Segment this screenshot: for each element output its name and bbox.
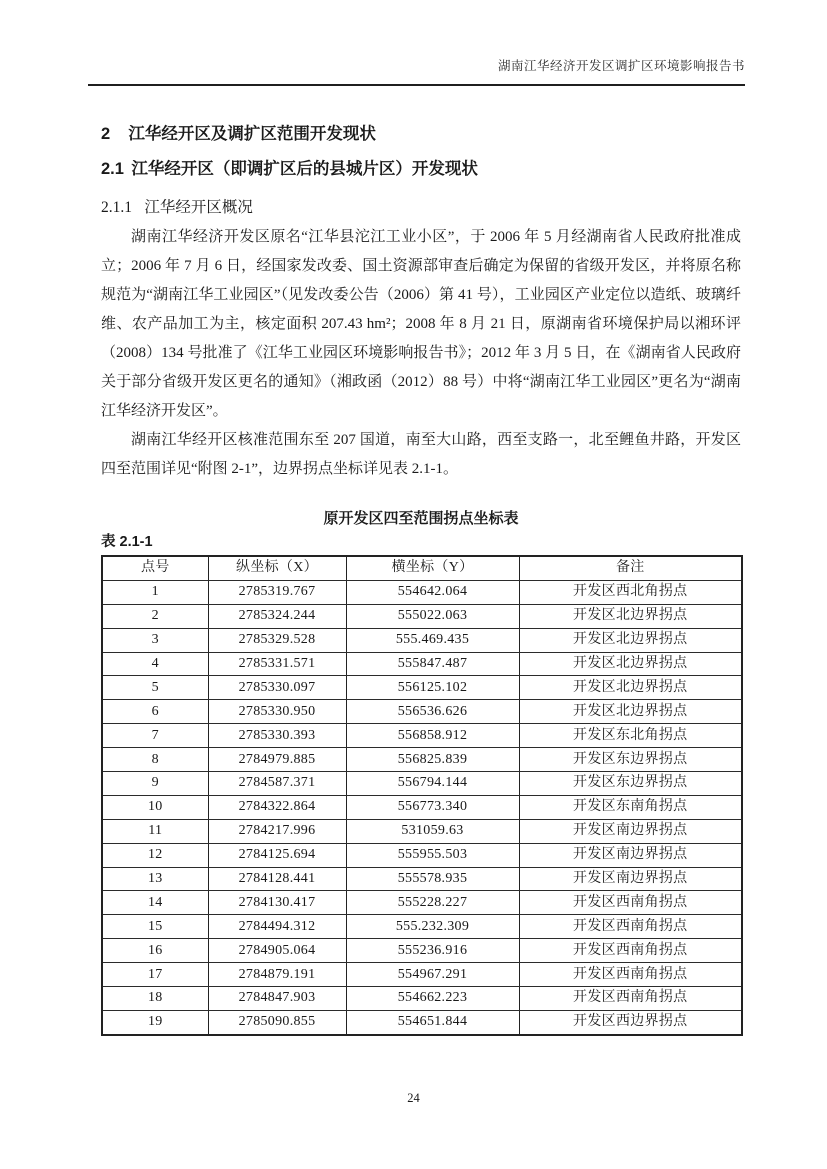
table-row bbox=[102, 1010, 742, 1034]
cell-remark: 开发区北边界拐点 bbox=[519, 604, 742, 628]
table-row bbox=[102, 915, 742, 939]
cell-point-no: 3 bbox=[102, 628, 208, 652]
page-number: 24 bbox=[407, 1091, 420, 1105]
table-row bbox=[102, 604, 742, 628]
cell-x-coordinate: 2784130.417 bbox=[208, 891, 346, 915]
cell-y-coordinate: 555.469.435 bbox=[346, 628, 519, 652]
cell-point-no: 18 bbox=[102, 987, 208, 1011]
cell-y-coordinate: 555236.916 bbox=[346, 939, 519, 963]
cell-point-no: 6 bbox=[102, 700, 208, 724]
cell-y-coordinate: 531059.63 bbox=[346, 819, 519, 843]
cell-y-coordinate: 556858.912 bbox=[346, 724, 519, 748]
cell-y-coordinate: 555.232.309 bbox=[346, 915, 519, 939]
cell-remark: 开发区东边界拐点 bbox=[519, 748, 742, 772]
table-row bbox=[102, 772, 742, 796]
cell-y-coordinate: 555847.487 bbox=[346, 652, 519, 676]
cell-point-no: 10 bbox=[102, 795, 208, 819]
cell-x-coordinate: 2784979.885 bbox=[208, 748, 346, 772]
cell-remark: 开发区西南角拐点 bbox=[519, 939, 742, 963]
section-number: 2.1.1 bbox=[101, 199, 132, 216]
coordinate-table bbox=[101, 555, 743, 1036]
table-row bbox=[102, 963, 742, 987]
cell-x-coordinate: 2785330.393 bbox=[208, 724, 346, 748]
cell-point-no: 1 bbox=[102, 580, 208, 604]
cell-remark: 开发区西南角拐点 bbox=[519, 987, 742, 1011]
cell-remark: 开发区西边界拐点 bbox=[519, 1010, 742, 1034]
cell-x-coordinate: 2784587.371 bbox=[208, 772, 346, 796]
cell-point-no: 11 bbox=[102, 819, 208, 843]
section-number: 2.1 bbox=[101, 160, 124, 178]
table-row bbox=[102, 700, 742, 724]
section-heading-2 bbox=[101, 126, 741, 143]
column-header-point-no: 点号 bbox=[102, 556, 208, 580]
cell-y-coordinate: 556125.102 bbox=[346, 676, 519, 700]
cell-remark: 开发区北边界拐点 bbox=[519, 628, 742, 652]
table-row bbox=[102, 748, 742, 772]
table-row bbox=[102, 819, 742, 843]
cell-remark: 开发区北边界拐点 bbox=[519, 652, 742, 676]
cell-remark: 开发区西南角拐点 bbox=[519, 963, 742, 987]
cell-remark: 开发区南边界拐点 bbox=[519, 867, 742, 891]
table-row bbox=[102, 628, 742, 652]
section-title: 江华经开区（即调扩区后的县城片区）开发现状 bbox=[131, 160, 478, 178]
cell-x-coordinate: 2785330.097 bbox=[208, 676, 346, 700]
section-heading-2-1 bbox=[101, 161, 741, 178]
cell-y-coordinate: 556825.839 bbox=[346, 748, 519, 772]
cell-x-coordinate: 2785090.855 bbox=[208, 1010, 346, 1034]
cell-x-coordinate: 2784125.694 bbox=[208, 843, 346, 867]
cell-point-no: 9 bbox=[102, 772, 208, 796]
table-row bbox=[102, 795, 742, 819]
cell-x-coordinate: 2784322.864 bbox=[208, 795, 346, 819]
cell-point-no: 7 bbox=[102, 724, 208, 748]
cell-point-no: 8 bbox=[102, 748, 208, 772]
cell-point-no: 14 bbox=[102, 891, 208, 915]
cell-y-coordinate: 555022.063 bbox=[346, 604, 519, 628]
cell-x-coordinate: 2785324.244 bbox=[208, 604, 346, 628]
table-row bbox=[102, 580, 742, 604]
table-label: 表 2.1-1 bbox=[101, 534, 153, 550]
table-row bbox=[102, 843, 742, 867]
cell-x-coordinate: 2784905.064 bbox=[208, 939, 346, 963]
table-row bbox=[102, 939, 742, 963]
page-content bbox=[101, 126, 741, 1036]
table-title: 原开发区四至范围拐点坐标表 bbox=[323, 510, 519, 527]
column-header-y: 横坐标（Y） bbox=[346, 556, 519, 580]
cell-x-coordinate: 2785331.571 bbox=[208, 652, 346, 676]
cell-remark: 开发区东南角拐点 bbox=[519, 795, 742, 819]
table-row bbox=[102, 891, 742, 915]
cell-remark: 开发区北边界拐点 bbox=[519, 676, 742, 700]
cell-point-no: 5 bbox=[102, 676, 208, 700]
section-title: 江华经开区及调扩区范围开发现状 bbox=[128, 125, 376, 143]
cell-remark: 开发区东边界拐点 bbox=[519, 772, 742, 796]
paragraph-boundary: 湖南江华经开区核准范围东至 207 国道，南至大山路，西至支路一，北至鲤鱼井路，开发区四至范围详见“附图 2-1”，边界拐点坐标详见表 2.1-1。 bbox=[101, 432, 741, 477]
cell-point-no: 12 bbox=[102, 843, 208, 867]
paragraph-overview: 湖南江华经济开发区原名“江华县沱江工业小区”，于 2006 年 5 月经湖南省人民政府批准成立；2006 年 7 月 6 日，经国家发改委、国土资源部审查后确定为保留的省级开发区，并将原名称规范为“湖南江华工业园区”（见发改委公告（2006）第 41 号），工业园区产业定位以造纸、玻璃纤维、农产品加工为主，核定面积 207.43 hm²；2008 年 8 月 21 日，原湖南省环境保护局以湘环评（2008）134 号批准了《江华工业园区环境影响报告书》；2012 年 3 月 5 日，在《湖南省人民政府关于部分省级开发区更名的通知》（湘政函（2012）88 号）中将“湖南江华工业园区”更名为“湖南江华经济开发区”。 bbox=[101, 229, 741, 419]
cell-y-coordinate: 556536.626 bbox=[346, 700, 519, 724]
cell-y-coordinate: 554651.844 bbox=[346, 1010, 519, 1034]
page-header bbox=[88, 0, 745, 86]
section-number: 2 bbox=[101, 125, 111, 143]
section-title: 江华经开区概况 bbox=[144, 199, 253, 216]
cell-point-no: 15 bbox=[102, 915, 208, 939]
cell-y-coordinate: 555228.227 bbox=[346, 891, 519, 915]
section-heading-2-1-1 bbox=[101, 200, 741, 216]
cell-y-coordinate: 556773.340 bbox=[346, 795, 519, 819]
table-row bbox=[102, 867, 742, 891]
cell-point-no: 2 bbox=[102, 604, 208, 628]
cell-y-coordinate: 554642.064 bbox=[346, 580, 519, 604]
cell-x-coordinate: 2784494.312 bbox=[208, 915, 346, 939]
cell-point-no: 17 bbox=[102, 963, 208, 987]
cell-y-coordinate: 554662.223 bbox=[346, 987, 519, 1011]
cell-point-no: 19 bbox=[102, 1010, 208, 1034]
cell-remark: 开发区北边界拐点 bbox=[519, 700, 742, 724]
cell-remark: 开发区南边界拐点 bbox=[519, 819, 742, 843]
cell-x-coordinate: 2784217.996 bbox=[208, 819, 346, 843]
cell-x-coordinate: 2784847.903 bbox=[208, 987, 346, 1011]
cell-point-no: 16 bbox=[102, 939, 208, 963]
cell-x-coordinate: 2785330.950 bbox=[208, 700, 346, 724]
coordinate-table-body bbox=[102, 580, 742, 1034]
column-header-x: 纵坐标（X） bbox=[208, 556, 346, 580]
cell-y-coordinate: 555955.503 bbox=[346, 843, 519, 867]
cell-x-coordinate: 2785329.528 bbox=[208, 628, 346, 652]
header-title: 湖南江华经济开发区调扩区环境影响报告书 bbox=[497, 59, 745, 73]
cell-x-coordinate: 2784128.441 bbox=[208, 867, 346, 891]
table-header-row bbox=[102, 556, 742, 580]
table-row bbox=[102, 987, 742, 1011]
table-row bbox=[102, 652, 742, 676]
cell-x-coordinate: 2785319.767 bbox=[208, 580, 346, 604]
table-row bbox=[102, 676, 742, 700]
cell-remark: 开发区东北角拐点 bbox=[519, 724, 742, 748]
table-row bbox=[102, 724, 742, 748]
cell-remark: 开发区南边界拐点 bbox=[519, 843, 742, 867]
cell-remark: 开发区西南角拐点 bbox=[519, 891, 742, 915]
column-header-remark: 备注 bbox=[519, 556, 742, 580]
cell-point-no: 13 bbox=[102, 867, 208, 891]
cell-y-coordinate: 555578.935 bbox=[346, 867, 519, 891]
cell-point-no: 4 bbox=[102, 652, 208, 676]
cell-remark: 开发区西南角拐点 bbox=[519, 915, 742, 939]
cell-y-coordinate: 556794.144 bbox=[346, 772, 519, 796]
cell-x-coordinate: 2784879.191 bbox=[208, 963, 346, 987]
cell-remark: 开发区西北角拐点 bbox=[519, 580, 742, 604]
page-footer bbox=[0, 1091, 827, 1106]
cell-y-coordinate: 554967.291 bbox=[346, 963, 519, 987]
